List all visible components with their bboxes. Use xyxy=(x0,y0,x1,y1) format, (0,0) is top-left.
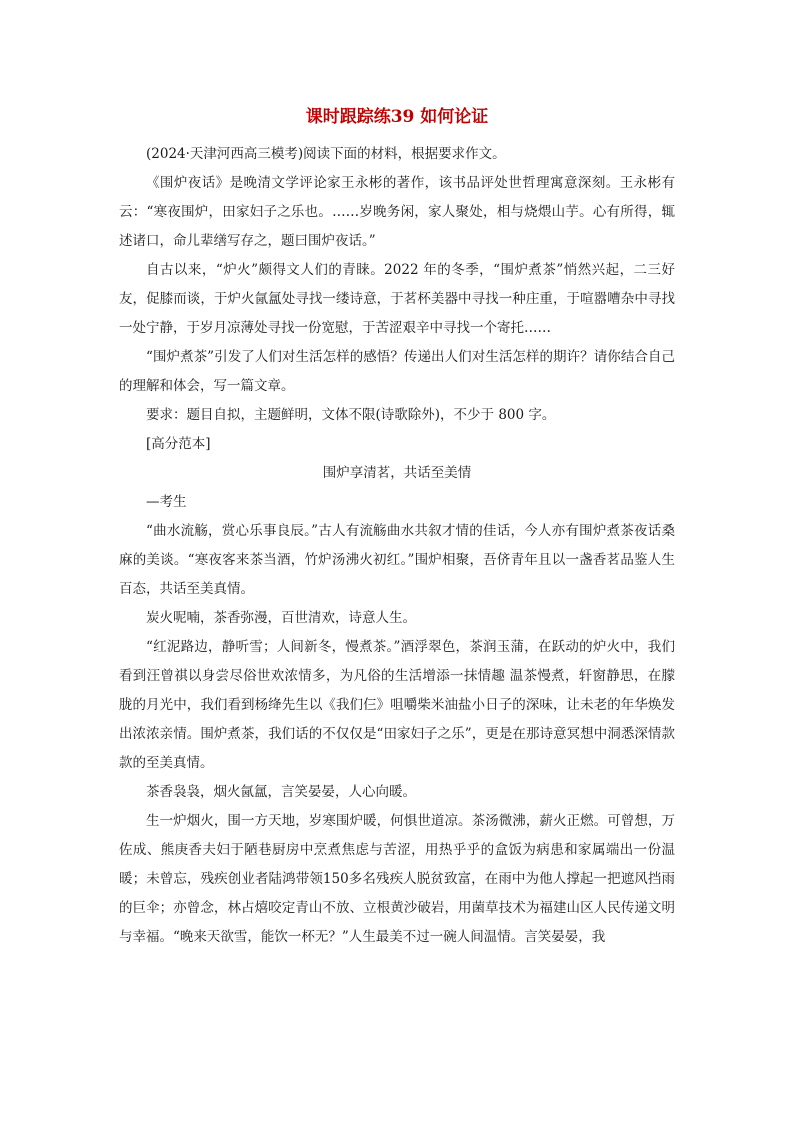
essay-paragraph-4: 茶香袅袅，烟火氤氲，言笑晏晏，人心向暖。 xyxy=(146,784,416,800)
material-paragraph-3: “围炉煮茶”引发了人们对生活怎样的感悟？传递出人们对生活怎样的期许？请你结合自己的理解和体会，写一篇文章。 xyxy=(119,349,675,394)
essay-paragraph-1: “曲水流觞，赏心乐事良辰。”古人有流觞曲水共叙才情的佳话，今人亦有围炉煮茶夜话桑麻的美谈。“寒夜客来茶当酒，竹炉汤沸火初红。”围炉相聚，吾侪青年且以一盏香茗品鉴人生百态，共话至美真情。 xyxy=(119,523,675,597)
document-title: 课时跟踪练39 如何论证 xyxy=(305,107,489,127)
essay-title: 围炉享清茗，共话至美情 xyxy=(322,465,472,481)
material-paragraph-2: 自古以来，“炉火”颇得文人们的青睐。2022 年的冬季，“围炉煮茶”悄然兴起，二三好友，促膝而谈，于炉火氤氲处寻找一缕诗意，于茗杯美器中寻找一种庄重，于喧嚣嘈杂中寻找一处宁静，于岁月凉薄处寻找一份宽慰，于苦涩艰辛中寻找一个寄托…… xyxy=(119,262,675,336)
material-paragraph-1: 《围炉夜话》是晚清文学评论家王永彬的著作，该书品评处世哲理寓意深刻。王永彬有云：“寒夜围炉，田家妇子之乐也。……岁晚务闲，家人聚处，相与烧煨山芋。心有所得，辄述诸口，命儿辈缮写存之，题曰围炉夜话。” xyxy=(119,175,675,249)
requirements-paragraph: 要求：题目自拟，主题鲜明，文体不限(诗歌除外)，不少于 800 字。 xyxy=(146,407,556,423)
question-intro: (2024·天津河西高三模考)阅读下面的材料，根据要求作文。 xyxy=(146,146,506,162)
essay-paragraph-5: 生一炉烟火，围一方天地，岁寒围炉暖，何惧世道凉。茶汤微沸，薪火正燃。可曾想，万佐成、熊庚香夫妇于陋巷厨房中烹煮焦虑与苦涩，用热乎乎的盒饭为病患和家属端出一份温暖；未曾忘，残疾创业者陆鸿带领150多名残疾人脱贫致富，在雨中为他人撑起一把遮风挡雨的巨伞；亦曾念，林占熺咬定青山不放、立根黄沙破岩，用菌草技术为福建山区人民传递文明与幸福。“晚来天欲雪，能饮一杯无？”人生最美不过一碗人间温情。言笑晏晏，我 xyxy=(119,813,675,945)
document-page xyxy=(119,104,675,952)
essay-paragraph-2: 炭火呢喃，茶香弥漫，百世清欢，诗意人生。 xyxy=(146,610,416,626)
essay-paragraph-3: “红泥路边，静听雪；人间新冬，慢煮茶。”酒浮翠色，茶润玉蒲，在跃动的炉火中，我们看到汪曾祺以身尝尽俗世欢浓情多，为凡俗的生活增添一抹情趣 温茶慢煮，轩窗静思，在朦胧的月光中，我们看到杨绛先生以《我们仨》咀嚼柴米油盐小日子的深味，让未老的年华焕发出浓浓亲情。围炉煮茶，我们话的不仅仅是“田家妇子之乐”，更是在那诗意冥想中洞悉深情款款的至美真情。 xyxy=(119,639,675,771)
section-tag: [高分范本] xyxy=(146,436,211,452)
essay-author: —考生 xyxy=(146,494,187,510)
